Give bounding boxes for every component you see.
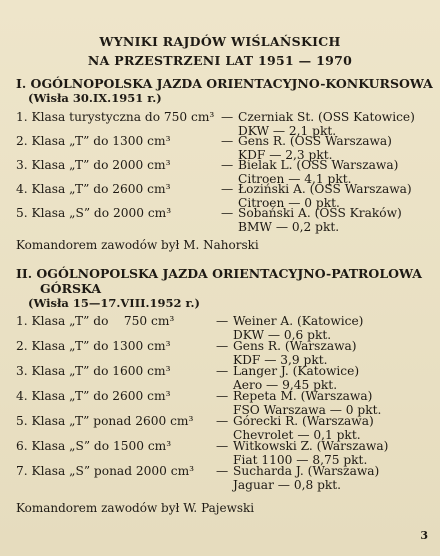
car-score: BMW — 0,2 pkt. bbox=[238, 220, 340, 234]
car-score: DKW — 2,1 pkt. bbox=[238, 124, 337, 138]
class-label: 1. Klasa turystyczna do 750 cm³ bbox=[16, 110, 215, 124]
winner: Gens R. (OSS Warszawa) bbox=[238, 134, 392, 148]
winner: Gens R. (Warszawa) bbox=[233, 339, 357, 353]
dash: — bbox=[216, 414, 229, 428]
class-label: 3. Klasa „T” do 1600 cm³ bbox=[16, 364, 171, 378]
dash: — bbox=[221, 134, 234, 148]
winner: Sobański A. (OSS Kraków) bbox=[238, 206, 402, 220]
car-score: KDF — 2,3 pkt. bbox=[238, 148, 333, 162]
car-score: FSO Warszawa — 0 pkt. bbox=[233, 403, 382, 417]
section-2-heading-continued: GÓRSKA bbox=[40, 281, 102, 296]
dash: — bbox=[216, 439, 229, 453]
dash: — bbox=[216, 464, 229, 478]
section-2-commander-note: Komandorem zawodów był W. Pajewski bbox=[16, 501, 255, 515]
winner: Sucharda J. (Warszawa) bbox=[233, 464, 380, 478]
class-label: 5. Klasa „S” do 2000 cm³ bbox=[16, 206, 172, 220]
winner: Łoziński A. (OSS Warszawa) bbox=[238, 182, 412, 196]
class-label: 7. Klasa „S” ponad 2000 cm³ bbox=[16, 464, 195, 478]
dash: — bbox=[216, 314, 229, 328]
dash: — bbox=[221, 110, 234, 124]
car-score: Chevrolet — 0,1 pkt. bbox=[233, 428, 361, 442]
class-label: 4. Klasa „T” do 2600 cm³ bbox=[16, 182, 171, 196]
class-label: 1. Klasa „T” do 750 cm³ bbox=[16, 314, 175, 328]
class-label: 4. Klasa „T” do 2600 cm³ bbox=[16, 389, 171, 403]
section-1-date: (Wisła 30.IX.1951 r.) bbox=[28, 91, 162, 105]
car-score: Citroen — 4,1 pkt. bbox=[238, 172, 352, 186]
section-2-result-row bbox=[16, 464, 436, 496]
dash: — bbox=[216, 389, 229, 403]
dash: — bbox=[221, 158, 234, 172]
class-label: 5. Klasa „T” ponad 2600 cm³ bbox=[16, 414, 194, 428]
winner: Weiner A. (Katowice) bbox=[233, 314, 364, 328]
dash: — bbox=[221, 206, 234, 220]
winner: Bielak L. (OSS Warszawa) bbox=[238, 158, 399, 172]
winner: Czerniak St. (OSS Katowice) bbox=[238, 110, 415, 124]
title-line-1: WYNIKI RAJDÓW WIŚLAŃSKICH bbox=[99, 34, 341, 49]
section-1-result-row bbox=[16, 206, 436, 238]
class-label: 2. Klasa „T” do 1300 cm³ bbox=[16, 339, 171, 353]
car-score: Citroen — 0 pkt. bbox=[238, 196, 340, 210]
car-score: Aero — 9,45 pkt. bbox=[233, 378, 338, 392]
winner: Langer J. (Katowice) bbox=[233, 364, 360, 378]
car-score: Jaguar — 0,8 pkt. bbox=[233, 478, 342, 492]
page-number: 3 bbox=[420, 529, 428, 542]
class-label: 3. Klasa „T” do 2000 cm³ bbox=[16, 158, 171, 172]
title-line-2: NA PRZESTRZENI LAT 1951 — 1970 bbox=[87, 53, 353, 68]
dash: — bbox=[216, 339, 229, 353]
car-score: Fiat 1100 — 8,75 pkt. bbox=[233, 453, 368, 467]
car-score: DKW — 0,6 pkt. bbox=[233, 328, 332, 342]
winner: Repeta M. (Warszawa) bbox=[233, 389, 373, 403]
car-score: KDF — 3,9 pkt. bbox=[233, 353, 328, 367]
section-1-heading: I. OGÓLNOPOLSKA JAZDA ORIENTACYJNO-KONKURSOWA bbox=[16, 76, 433, 91]
winner: Witkowski Z. (Warszawa) bbox=[233, 439, 389, 453]
class-label: 2. Klasa „T” do 1300 cm³ bbox=[16, 134, 171, 148]
dash: — bbox=[216, 364, 229, 378]
class-label: 6. Klasa „S” do 1500 cm³ bbox=[16, 439, 172, 453]
dash: — bbox=[221, 182, 234, 196]
section-2-date: (Wisła 15—17.VIII.1952 r.) bbox=[28, 296, 200, 310]
winner: Górecki R. (Warszawa) bbox=[233, 414, 374, 428]
section-2-heading: II. OGÓLNOPOLSKA JAZDA ORIENTACYJNO-PATROLOWA bbox=[16, 266, 422, 281]
section-1-commander-note: Komandorem zawodów był M. Nahorski bbox=[16, 238, 259, 252]
